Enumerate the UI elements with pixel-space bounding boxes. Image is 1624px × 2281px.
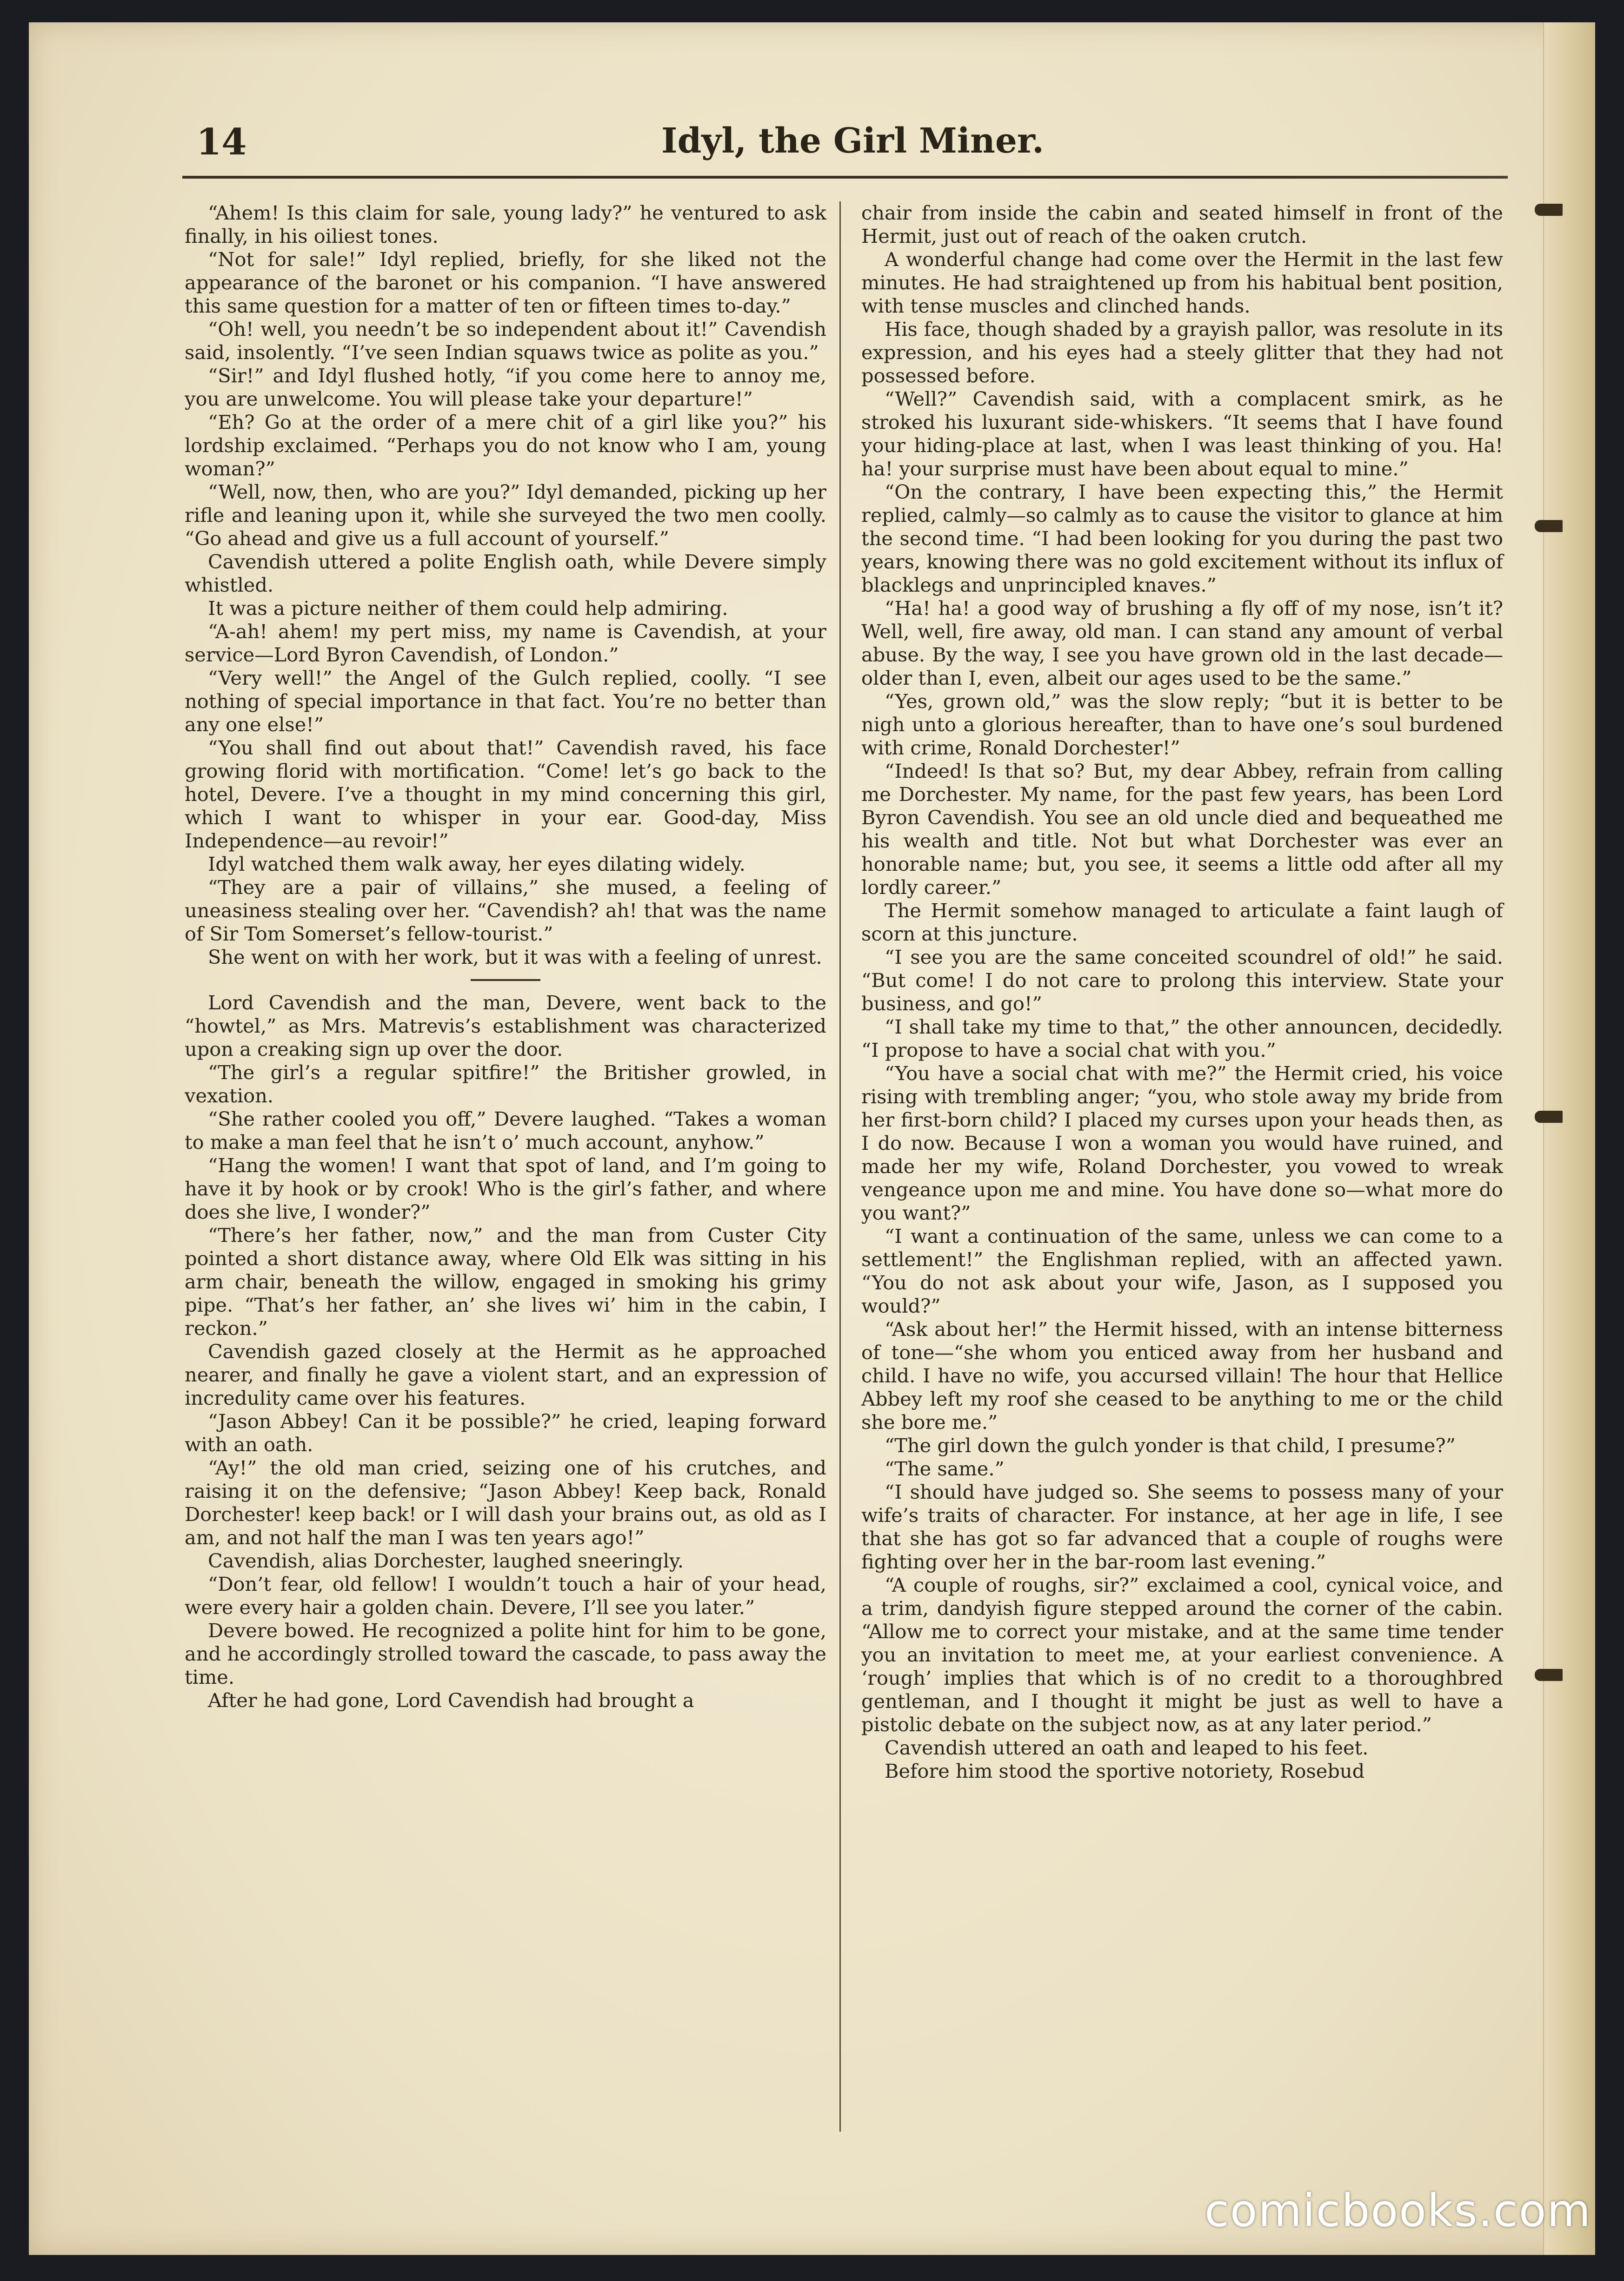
paragraph: “The girl down the gulch yonder is that child, I presume?” [885, 1434, 1456, 1457]
paragraph: “Very well!” the Angel of the Gulch replied, coolly. “I see nothing of special importance in that fact. You’re no better than any one else!” [185, 667, 826, 736]
paragraph: “I should have judged so. She seems to possess many of your wife’s traits of character. For instance, at her age in life, I see that she has got so far advanced that a couple of roughs were fighting over her in the bar-room last evening.” [861, 1481, 1503, 1573]
paragraph: “Yes, grown old,” was the slow reply; “but it is better to be nigh unto a glorious hereafter, than to have one’s soul burdened with crime, Ronald Dorchester!” [861, 690, 1503, 759]
paragraph: Cavendish, alias Dorchester, laughed sneeringly. [208, 1549, 684, 1572]
column-divider [839, 201, 841, 2132]
paragraph: Devere bowed. He recognized a polite hint for him to be gone, and he accordingly strolled toward the cascade, to pass away the time. [185, 1619, 826, 1688]
paragraph: Before him stood the sportive notoriety, Rosebud [885, 1760, 1365, 1782]
watermark: comicbooks.com [1204, 2185, 1591, 2237]
page-number: 14 [196, 121, 247, 163]
paragraph: “Well, now, then, who are you?” Idyl demanded, picking up her rifle and leaning upon it, while she surveyed the two men coolly. “Go ahead and give us a full account of yourself.” [185, 480, 826, 550]
paragraph: “Well?” Cavendish said, with a complacent smirk, as he stroked his luxurant side-whiskers. “It seems that I have found your hiding-place at last, when I was least thinking of you. Ha! ha! your surprise must have been about equal to mine.” [861, 387, 1503, 480]
paragraph: “Not for sale!” Idyl replied, briefly, for she liked not the appearance of the baronet or his companion. “I have answered this same question for a matter of ten or fifteen times to-day.” [185, 248, 826, 317]
right-column [861, 201, 1503, 1783]
paragraph: The Hermit somehow managed to articulate a faint laugh of scorn at this juncture. [861, 899, 1503, 945]
binding-mark [1535, 1669, 1563, 1681]
paragraph: “Ay!” the old man cried, seizing one of his crutches, and raising it on the defensive; “Jason Abbey! Keep back, Ronald Dorchester! keep back! or I will dash your brains out, as old as I am, and not half the man I was ten years ago!” [185, 1456, 826, 1549]
paragraph: After he had gone, Lord Cavendish had brought a [208, 1689, 694, 1712]
paragraph: Cavendish uttered a polite English oath, while Devere simply whistled. [185, 550, 826, 596]
page-header [150, 115, 1498, 171]
paragraph: “I want a continuation of the same, unless we can come to a settlement!” the Englishman replied, with an affected yawn. “You do not ask about your wife, Jason, as I supposed you would?” [861, 1225, 1503, 1317]
paragraph: “Jason Abbey! Can it be possible?” he cried, leaping forward with an oath. [185, 1410, 826, 1456]
paragraph: “Ha! ha! a good way of brushing a fly off of my nose, isn’t it? Well, well, fire away, old man. I can stand any amount of verbal abuse. By the way, I see you have grown old in the last decade—older than I, even, albeit our ages used to be the same.” [861, 597, 1503, 689]
paragraph: A wonderful change had come over the Hermit in the last few minutes. He had straightened up from his habitual bent position, with tense muscles and clinched hands. [861, 248, 1503, 317]
binding-mark [1535, 1111, 1563, 1123]
paragraph: “Ask about her!” the Hermit hissed, with an intense bitterness of tone—“she whom you enticed away from her husband and child. I have no wife, you accursed villain! The hour that Hellice Abbey left my roof she ceased to be anything to me or the child she bore me.” [861, 1318, 1503, 1434]
paragraph: Cavendish uttered an oath and leaped to his feet. [885, 1736, 1369, 1759]
paragraph: “I shall take my time to that,” the other announcen, decidedly. “I propose to have a social chat with you.” [861, 1015, 1503, 1061]
binding-mark [1535, 204, 1563, 216]
paragraph: Cavendish gazed closely at the Hermit as he approached nearer, and finally he gave a violent start, and an expression of incredulity came over his features. [185, 1340, 826, 1409]
paragraph: “Don’t fear, old fellow! I wouldn’t touch a hair of your head, were every hair a golden chain. Devere, I’ll see you later.” [185, 1573, 826, 1619]
page-edge [1543, 22, 1595, 2255]
paragraph: “Oh! well, you needn’t be so independent about it!” Cavendish said, insolently. “I’ve seen Indian squaws twice as polite as you.” [185, 318, 826, 364]
paragraph: “A-ah! ahem! my pert miss, my name is Cavendish, at your service—Lord Byron Cavendish, of London.” [185, 620, 826, 666]
paragraph: chair from inside the cabin and seated himself in front of the Hermit, just out of reach of the oaken crutch. [861, 201, 1503, 247]
paragraph: “A couple of roughs, sir?” exclaimed a cool, cynical voice, and a trim, dandyish figure stepped around the corner of the cabin. “Allow me to correct your mistake, and at the same time tender you an invitation to meet me, at your earliest convenience. A ‘rough’ implies that which is of no credit to a thoroughbred gentleman, and I thought it might be just as well to have a pistolic debate on the subject now, as at any later period.” [861, 1574, 1503, 1736]
paragraph: “The girl’s a regular spitfire!” the Britisher growled, in vexation. [185, 1061, 826, 1107]
paragraph: “The same.” [885, 1457, 1005, 1480]
paragraph: “You have a social chat with me?” the Hermit cried, his voice rising with trembling anger; “you, who stole away my bride from her first-born child? I placed my curses upon your heads then, as I do now. Because I won a woman you would have ruined, and made her my wife, Roland Dorchester, you vowed to wreak vengeance upon me and mine. You have done so—what more do you want?” [861, 1062, 1503, 1224]
paragraph: “There’s her father, now,” and the man from Custer City pointed a short distance away, where Old Elk was sitting in his arm chair, beneath the willow, engaged in smoking his grimy pipe. “That’s her father, an’ she lives wi’ him in the cabin, I reckon.” [185, 1224, 826, 1340]
paragraph: “I see you are the same conceited scoundrel of old!” he said. “But come! I do not care to prolong this interview. State your business, and go!” [861, 946, 1503, 1015]
paragraph: “Hang the women! I want that spot of land, and I’m going to have it by hook or by crook! Who is the girl’s father, and where does she live, I wonder?” [185, 1154, 826, 1223]
paragraph: “Ahem! Is this claim for sale, young lady?” he ventured to ask finally, in his oiliest tones. [185, 201, 826, 247]
paragraph: “They are a pair of villains,” she mused, a feeling of uneasiness stealing over her. “Cavendish? ah! that was the name of Sir Tom Somerset’s fellow-tourist.” [185, 876, 826, 945]
left-column [185, 201, 826, 1712]
magazine-page [29, 22, 1595, 2255]
paragraph: It was a picture neither of them could help admiring. [208, 597, 728, 620]
paragraph: “On the contrary, I have been expecting this,” the Hermit replied, calmly—so calmly as to cause the visitor to glance at him the second time. “I had been looking for you during the past two years, knowing there was no gold excitement without its influx of blacklegs and unprincipled knaves.” [861, 480, 1503, 596]
paragraph: “You shall find out about that!” Cavendish raved, his face growing florid with mortification. “Come! let’s go back to the hotel, Devere. I’ve a thought in my mind concerning this girl, which I want to whisper in your ear. Good-day, Miss Independence—au revoir!” [185, 736, 826, 852]
paragraph: “Sir!” and Idyl flushed hotly, “if you come here to annoy me, you are unwelcome. You will please take your departure!” [185, 364, 826, 410]
section-separator [471, 979, 540, 981]
paragraph: Lord Cavendish and the man, Devere, went back to the “howtel,” as Mrs. Matrevis’s establishment was characterized upon a creaking sign up over the door. [185, 991, 826, 1060]
binding-mark [1535, 520, 1563, 532]
paragraph: His face, though shaded by a grayish pallor, was resolute in its expression, and his eyes had a steely glitter that they had not possessed before. [861, 318, 1503, 387]
running-title: Idyl, the Girl Miner. [661, 121, 1044, 161]
paragraph: “Eh? Go at the order of a mere chit of a girl like you?” his lordship exclaimed. “Perhaps you do not know who I am, young woman?” [185, 411, 826, 480]
paragraph: Idyl watched them walk away, her eyes dilating widely. [208, 853, 745, 875]
paragraph: She went on with her work, but it was with a feeling of unrest. [208, 946, 822, 968]
header-rule [182, 176, 1508, 179]
paragraph: “She rather cooled you off,” Devere laughed. “Takes a woman to make a man feel that he isn’t o’ much account, anyhow.” [185, 1107, 826, 1154]
paragraph: “Indeed! Is that so? But, my dear Abbey, refrain from calling me Dorchester. My name, for the past few years, has been Lord Byron Cavendish. You see an old uncle died and bequeathed me his wealth and title. Not but what Dorchester was ever an honorable name; but, you see, it seems a little odd after all my lordly career.” [861, 760, 1503, 899]
